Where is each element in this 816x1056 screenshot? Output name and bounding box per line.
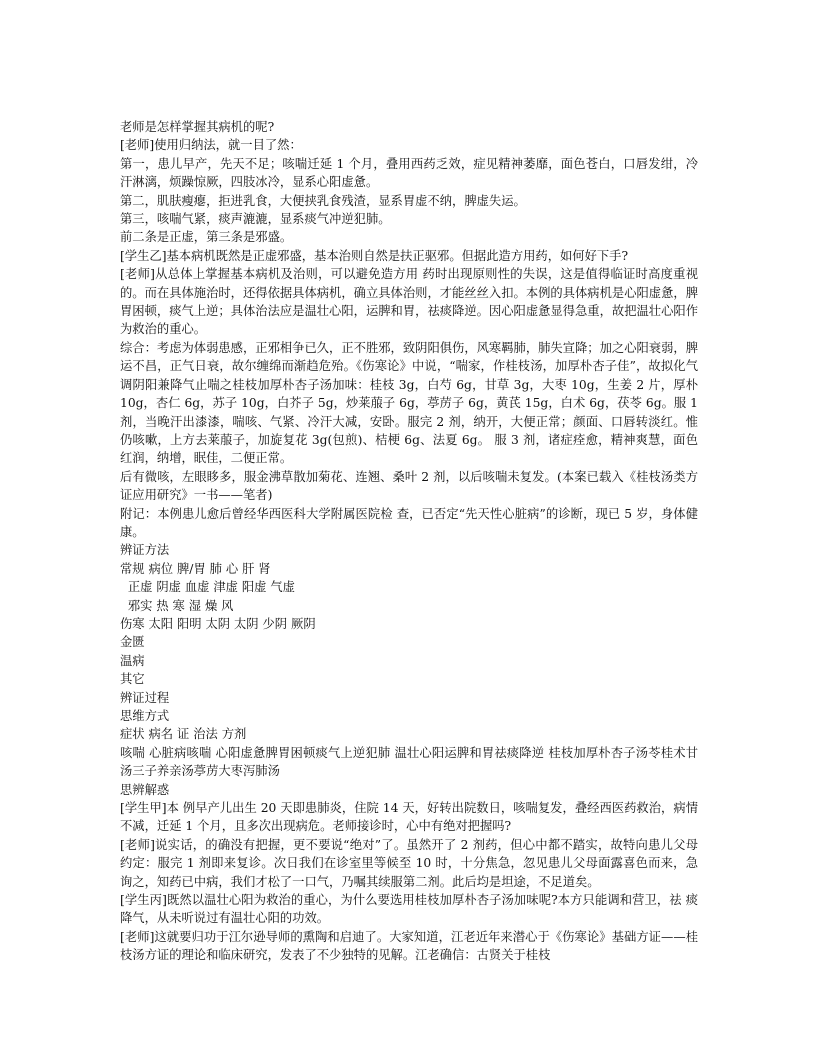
student-b-question: [学生乙]基本病机既然是正虚邪盛，基本治则自然是扶正驱邪。但据此造方用药，如何好下手? bbox=[120, 248, 629, 263]
pathogenesis-summary: 前二条是正虚，第三条是邪盛。 bbox=[120, 230, 293, 245]
pathogenesis-point-1: 第一，患儿早产，先天不足；咳喘迁延 1 个月，叠用西药乏效，症见精神萎靡，面色苍白，口唇发绀，冷汗淋漓，烦躁惊厥，四肢冰冷，显系心阳虚惫。 bbox=[120, 156, 698, 190]
thinking-header-row: 症状 病名 证 治法 方剂 bbox=[120, 727, 247, 742]
method-row-deficiency: 正虚 阴虚 血虚 津虚 阳虚 气虚 bbox=[120, 580, 295, 595]
method-row-wenbing: 温病 bbox=[120, 653, 145, 668]
pathogenesis-point-3: 第三，咳喘气紧，痰声漉漉，显系痰气冲逆犯肺。 bbox=[120, 212, 391, 227]
appendix-note: 附记：本例患儿愈后曾经华西医科大学附属医院检 查，已否定“先天性心脏病”的诊断，现已 5 岁，身体健康。 bbox=[120, 506, 698, 539]
teacher-treatment-answer: [老师]从总体上掌握基本病机及治则，可以避免造方用 药时出现原则性的失误，这是值得临证时高度重视的。而在具体施治时，还得依据具体病机，确立具体治则，才能丝丝入扣。本例的具体病机是心阳虚惫，脾胃困顿，痰气上逆；具体治法应是温壮心阳，运脾和胃，祛痰降逆。因心阳虚惫显得急重，故把温壮心阳作为救治的重心。 bbox=[120, 267, 698, 337]
method-row-shanghan: 伤寒 太阳 阳明 太阴 太阴 少阴 厥阴 bbox=[120, 616, 316, 631]
student-a-question: [学生甲]本 例早产儿出生 20 天即患肺炎，住院 14 天，好转出院数日，咳喘复发，叠经西医药救治，病情不减，迁延 1 个月，且多次出现病危。老师接诊时，心中有绝对把握吗? bbox=[120, 801, 698, 834]
method-row-routine: 常规 病位 脾/胃 肺 心 肝 肾 bbox=[120, 561, 271, 576]
section-heading-discussion: 思辨解惑 bbox=[120, 782, 170, 797]
pathogenesis-point-2: 第二，肌肤瘦瘪，拒进乳食，大便挟乳食残渣，显系胃虚不纳，脾虚失运。 bbox=[120, 193, 526, 208]
method-row-excess: 邪实 热 寒 湿 燥 风 bbox=[120, 598, 234, 613]
section-heading-thinking: 思维方式 bbox=[120, 709, 170, 723]
method-row-jingui: 金匮 bbox=[120, 635, 145, 650]
thinking-content-row: 咳喘 心脏病咳喘 心阳虚惫脾胃困顿痰气上逆犯肺 温壮心阳运脾和胃祛痰降逆 桂枝加厚朴杏子汤苓桂术甘汤三子养亲汤葶苈大枣泻肺汤 bbox=[120, 745, 698, 779]
teacher-answer-honest: [老师]说实话，的确没有把握，更不要说“绝对”了。虽然开了 2 剂药，但心中都不踏实，故特向患儿父母约定：服完 1 剂即来复诊。次日我们在诊室里等候至 10 时，十分焦急，忽见患儿父母面露喜色而来，急询之，知药已中病，我们才松了一口气，乃嘱其续服第二剂。此后均是坦途，不足道矣。 bbox=[120, 837, 698, 889]
section-heading-process: 辨证过程 bbox=[120, 690, 170, 705]
section-heading-method: 辨证方法 bbox=[120, 543, 170, 558]
follow-up-paragraph: 后有微咳，左眼眵多，服金沸草散加菊花、连翘、桑叶 2 剂，以后咳喘未复发。(本案已载入《桂枝汤类方证应用研究》一书——笔者) bbox=[120, 469, 698, 503]
teacher-answer-credit: [老师]这就要归功于江尔逊导师的熏陶和启迪了。大家知道，江老近年来潜心于《伤寒论》基础方证——桂枝汤方证的理论和临床研究，发表了不少独特的见解。江老确信：古贤关于桂枝 bbox=[120, 929, 698, 963]
method-row-other: 其它 bbox=[120, 672, 145, 687]
question-line: 老师是怎样掌握其病机的呢? bbox=[120, 120, 275, 134]
document-page bbox=[120, 118, 698, 965]
student-c-question: [学生丙]既然以温壮心阳为救治的重心，为什么要选用桂枝加厚朴杏子汤加味呢?本方只能调和营卫，祛 痰降气，从未听说过有温壮心阳的功效。 bbox=[120, 893, 698, 926]
teacher-answer-intro: [老师]使用归纳法，就一目了然： bbox=[120, 138, 302, 153]
comprehensive-paragraph: 综合：考虑为体弱患感，正邪相争已久，正不胜邪，致阴阳俱伤，风寒羁肺，肺失宣降；加之心阳衰弱，脾运不昌，正气日衰，故尔缠绵而渐趋危殆。《伤寒论》中说，“喘家，作桂枝汤，加厚朴杏子佳”，故拟化气调阴阳兼降气止喘之桂枝加厚朴杏子汤加味：桂枝 3g，白芍 6g，甘草 3g，大枣 10g，生姜 2 片，厚朴 10g，杏仁 6g，苏子 10g，白芥子 5g，炒莱菔子 6g，葶苈子 6g，黄芪 15g，白术 6g，茯苓 6g。服 1 剂，当晚汗出漆漆，喘咳、气紧、冷汗大减，安卧。服完 2 剂，纳开，大便正常；颜面、口唇转淡红。惟仍咳嗽，上方去莱菔子，加旋复花 3g(包煎)、桔梗 6g、法夏 6g。 服 3 剂，诸症痊愈，精神爽慧，面色红润，纳增，眠佳，二便正常。 bbox=[120, 340, 698, 466]
